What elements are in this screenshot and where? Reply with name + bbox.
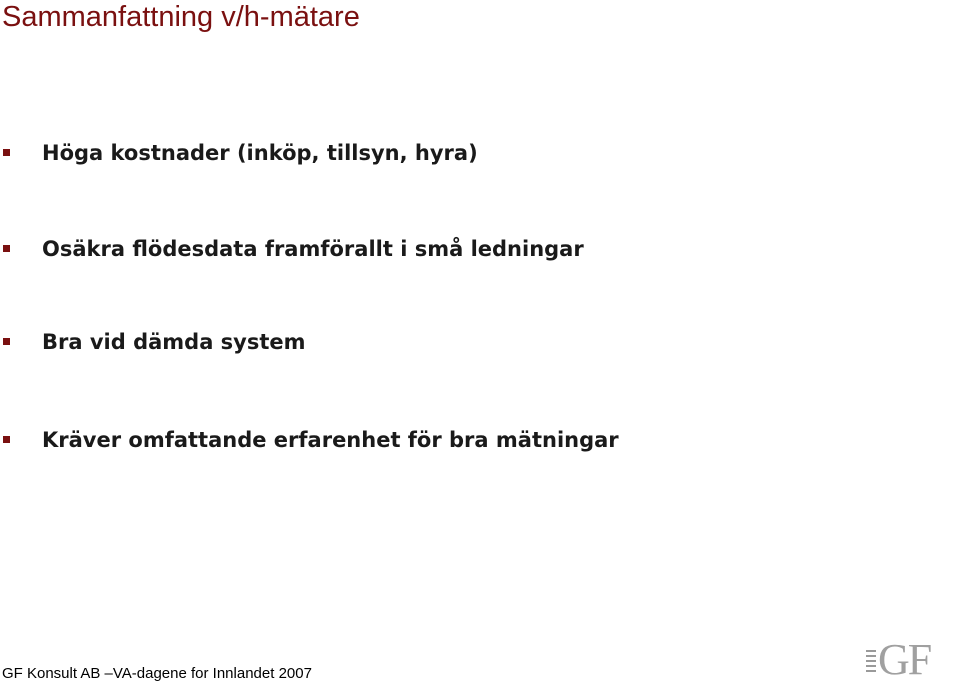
- logo-stripes: [866, 650, 876, 676]
- bullet-text: Bra vid dämda system: [42, 330, 306, 354]
- logo-text: GF: [878, 635, 931, 684]
- bullet-item: [0, 139, 900, 169]
- square-bullet-icon: [3, 338, 10, 345]
- bullet-text: Höga kostnader (inköp, tillsyn, hyra): [42, 141, 478, 165]
- footer-text: GF Konsult AB –VA-dagene for Innlandet 2007: [2, 665, 312, 682]
- square-bullet-icon: [3, 149, 10, 156]
- square-bullet-icon: [3, 245, 10, 252]
- slide-title: Sammanfattning v/h-mätare: [2, 1, 360, 33]
- bullet-item: [0, 328, 900, 358]
- square-bullet-icon: [3, 436, 10, 443]
- gf-logo-icon: [866, 635, 958, 684]
- bullet-text: Osäkra flödesdata framförallt i små ledningar: [42, 237, 584, 261]
- bullet-item: [0, 426, 900, 456]
- bullet-text: Kräver omfattande erfarenhet för bra mätningar: [42, 428, 619, 452]
- bullet-item: [0, 235, 900, 265]
